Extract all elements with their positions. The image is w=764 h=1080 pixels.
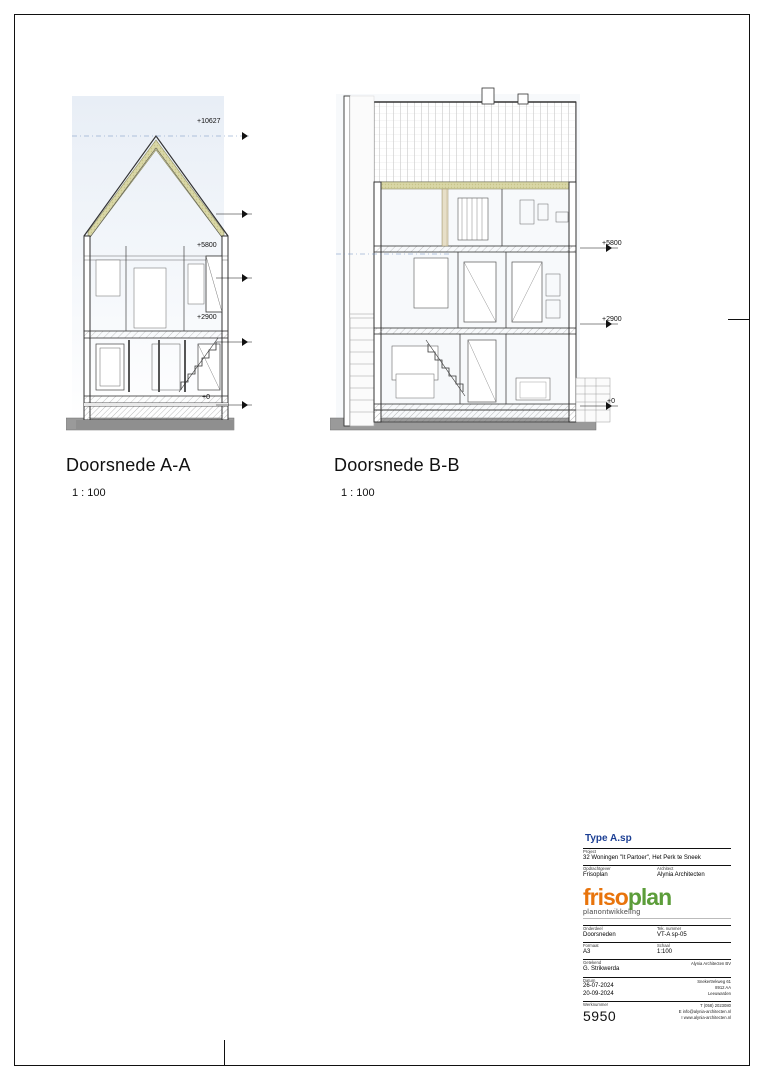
office-street: Snekertrekweg 61: [697, 978, 731, 984]
level-label-b-3: +0: [607, 398, 615, 405]
section-b-b-svg: [330, 78, 630, 442]
onderdeel-teknr-row: [583, 925, 731, 939]
section-a-a-svg: [66, 78, 256, 442]
section-drawing-b-b: [330, 78, 630, 442]
project-value: 32 Woningen "It Partoer", Het Perk te Sneek: [583, 854, 701, 861]
datum-value-1: 26-07-2024: [583, 983, 614, 990]
teknr-value: VT-A sp-05: [657, 931, 687, 938]
project-row: [583, 848, 731, 862]
werknummer-caption: Werknummer: [583, 1002, 609, 1008]
section-a-a-title: Doorsnede A-A: [66, 455, 191, 475]
client-value: Frisoplan: [583, 871, 608, 878]
logo-divider: [583, 918, 731, 919]
logo-wordmark: [583, 886, 731, 909]
office-phone: T (058) 2023080: [700, 1003, 731, 1009]
architect-caption: Architect: [657, 866, 674, 872]
client-caption: Opdrachtgever: [583, 866, 611, 872]
logo-friso-text: friso: [583, 884, 628, 911]
office-city: Leeuwarden: [707, 990, 731, 996]
office-name: Alynia Architecten BV: [690, 961, 731, 967]
project-caption: Project: [583, 849, 597, 854]
logo-subtitle: planontwikkeling: [583, 907, 641, 917]
title-block: [583, 833, 731, 1055]
level-label-b-1: +5800: [602, 240, 622, 247]
logo-plan-text: plan: [627, 884, 672, 911]
frisoplan-logo: [583, 886, 731, 919]
level-label-a-4: +0: [202, 394, 210, 401]
datum-caption: Datum: [583, 977, 596, 983]
section-b-b-title: Doorsnede B-B: [334, 455, 460, 475]
type-label: Type A.sp: [585, 833, 632, 844]
client-architect-row: [583, 865, 731, 879]
sheet-edge-mark: [728, 319, 750, 320]
level-label-b-2: +2900: [602, 316, 622, 323]
level-label-a-2: +5800: [197, 242, 217, 249]
getekend-value: G. Strikwerda: [583, 966, 620, 973]
section-a-a-scale: 1 : 100: [72, 487, 106, 499]
getekend-caption: Getekend: [583, 960, 602, 966]
section-b-b-scale: 1 : 100: [341, 487, 375, 499]
level-label-a-3: +2900: [197, 314, 217, 321]
office-website: I www.alynia-architecten.nl: [681, 1015, 731, 1021]
formaat-value: A3: [583, 948, 591, 955]
office-email: E info@alynia-architecten.nl: [678, 1009, 731, 1015]
level-label-a-1: +10627: [197, 118, 221, 125]
office-postcode: 8912 AA: [715, 984, 731, 990]
schaal-caption: Schaal: [657, 943, 670, 949]
formaat-schaal-row: [583, 942, 731, 956]
werknummer-value: 5950: [583, 1007, 617, 1024]
datum-value-2: 20-09-2024: [583, 990, 614, 997]
schaal-value: 1:100: [657, 948, 673, 955]
formaat-caption: Formaat: [583, 943, 599, 949]
teknr-caption: Tek. nummer: [657, 926, 682, 932]
sheet-tick-right: [224, 1040, 225, 1066]
getekend-row: [583, 959, 731, 973]
onderdeel-value: Doorsneden: [583, 931, 616, 938]
datum-row: [583, 977, 731, 999]
architect-value: Alynia Architecten: [657, 871, 705, 878]
section-drawing-a-a: [66, 78, 256, 442]
onderdeel-caption: Onderdeel: [583, 926, 603, 932]
werknummer-row: [583, 1001, 731, 1024]
sheet-tick-left: [14, 1040, 15, 1066]
